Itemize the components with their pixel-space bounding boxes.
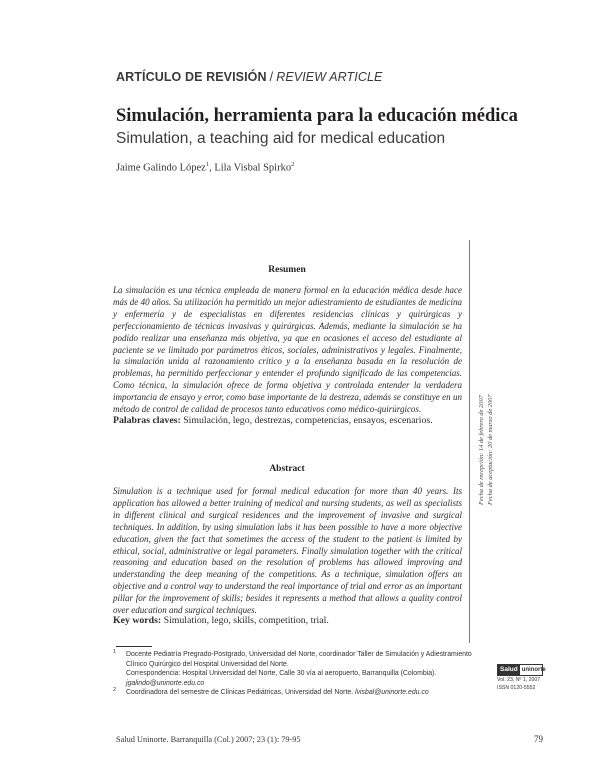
author-separator: , xyxy=(209,162,215,174)
author-affiliation-marker: 2 xyxy=(291,161,295,168)
margin-rule xyxy=(469,240,470,643)
resumen-body: La simulación es una técnica empleada de manera formal en la educación médica desde hace más de 40 años. Su utilización ha permitido un mejor adiestramiento de estudiantes de medicina y enfermería y de especialistas en diferentes residencias clínicas y quirúrgicas y perfeccionamiento de técnicas invasivas y quirúrgicas. Además, mediante la simulación se ha podido realizar una enseñanza más objetiva, ya que en ocasiones el acceso del estudiante al paciente se ve limitado por parámetros éticos, sociales, administrativos y legales. Finalmente, la simulación unida al razonamiento crítico y a la enseñanza basada en la resolución de problemas, ha permitido perfeccionar y entender el profundo significado de las competencias. Como técnica, la simulación ofrece de forma objetiva y controlada entender la verdadera importancia de ensayo y error, como base importante de la destreza, además se constituye en un método de control de calidad de procesos tanto educativos como médico-quirúrgicos. xyxy=(113,285,462,415)
keywords-list: Simulation, lego, skills, competition, trial. xyxy=(161,615,329,626)
abstract-heading: Abstract xyxy=(269,464,305,474)
author-affiliation-marker: 1 xyxy=(205,161,210,168)
section-separator: / xyxy=(269,70,274,84)
journal-issn: ISSN 0120-5552 xyxy=(497,685,536,691)
section-label-spanish: ARTÍCULO DE REVISIÓN xyxy=(116,70,267,84)
footnote-2 xyxy=(113,688,478,698)
section-label-english: REVIEW ARTICLE xyxy=(276,70,383,84)
abstract-keywords xyxy=(113,615,462,627)
footnote-number: 1 xyxy=(113,649,117,655)
logo-dark-text: Salud xyxy=(500,666,518,673)
author-name: Lila Visbal Spirko xyxy=(214,162,292,174)
submission-dates xyxy=(478,355,500,505)
footer-citation: Salud Uninorte. Barranquilla (Col.) 2007; 23 (1): 79-95 xyxy=(116,735,301,744)
resumen-keywords xyxy=(113,415,462,427)
author-list xyxy=(116,161,294,174)
abstract-body: Simulation is a technique used for formal medical education for more than 40 years. Its application has allowed a better training of medical and nursing students, as well as specialists in different clinical and surgical residences and the improvement of invasive and surgical techniques. In addition, by using simulation labs it has been possible to have a more objective education, given the fact that sometimes the access of the student to the patient is limited by ethical, social, administrative or legal parameters. Finally simulation together with the critical reasoning and education based on the resolution of problems has allowed improving and understanding the deep meaning of the competitions. As a technique, simulation offers an objective and a control way to understand the real importance of trial and error as an important pillar for the improvement of skills; besides it represents a method that allows a quality control over education and surgical techniques. xyxy=(113,486,462,616)
journal-logo xyxy=(497,664,546,692)
footnote-email-link[interactable]: lvisbal@uninorte.edu.co xyxy=(355,689,429,696)
footnote-text: Coordinadora del semestre de Clínicas Pediátricas, Universidad del Norte. xyxy=(126,689,356,696)
journal-logo-mark xyxy=(497,664,546,676)
accepted-date: Fecha de aceptación: 20 de marzo de 2007 xyxy=(486,394,494,505)
footnote-number: 2 xyxy=(113,687,117,693)
journal-volume: Vol. 23, Nº 1, 2007 xyxy=(497,677,541,683)
title-spanish: Simulación, herramienta para la educación médica xyxy=(116,106,518,126)
page-number: 79 xyxy=(534,734,543,744)
resumen-heading: Resumen xyxy=(268,265,306,275)
article-section-label xyxy=(116,70,383,84)
title-english: Simulation, a teaching aid for medical education xyxy=(116,130,446,147)
logo-light-text: uninorte xyxy=(521,667,546,673)
keywords-list: Simulación, lego, destrezas, competencias, ensayos, escenarios. xyxy=(180,415,433,426)
author-name: Jaime Galindo López xyxy=(116,162,206,174)
footnote-rule xyxy=(116,646,152,647)
keywords-label: Key words: xyxy=(113,615,162,626)
received-date: Fecha de recepción: 14 de febrero de 2007 xyxy=(478,395,485,505)
footnote-email-link[interactable]: jgalindo@uninorte.edu.co xyxy=(126,679,205,687)
footnote-1 xyxy=(113,650,478,688)
footnote-correspondence: Correspondencia: Hospital Universidad del Norte, Calle 30 vía al aeropuerto, Barranquilla (Colombia). xyxy=(126,670,437,677)
footnote-text: Docente Pediatría Pregrado-Postgrado, Universidad del Norte, coordinador Taller de Simulación y Adiestramiento Clínico Quirúrgico del Hospital Universidad del Norte. xyxy=(126,651,472,668)
keywords-label: Palabras claves: xyxy=(113,415,181,426)
